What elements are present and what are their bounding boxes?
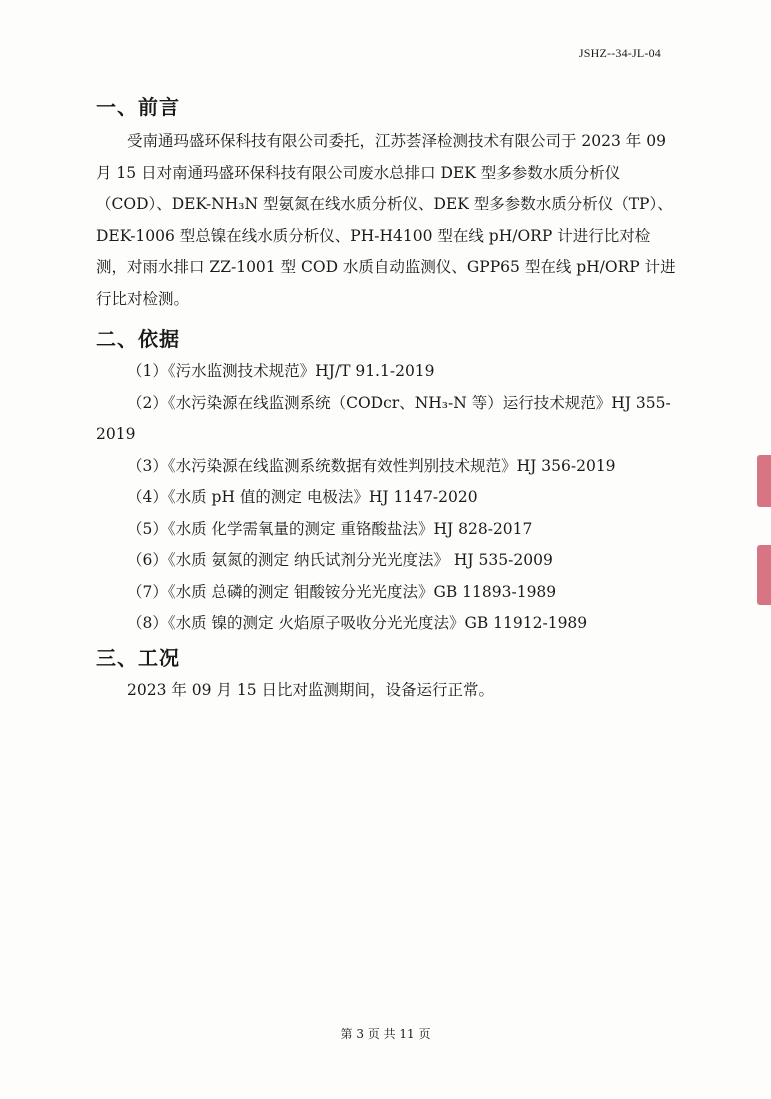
seal-stamp-fragment [757, 545, 771, 605]
reference-item: （8）《水质 镍的测定 火焰原子吸收分光光度法》GB 11912-1989 [127, 614, 588, 632]
reference-item: （4）《水质 pH 值的测定 电极法》HJ 1147-2020 [127, 488, 478, 506]
reference-item: （1）《污水监测技术规范》HJ/T 91.1-2019 [127, 362, 435, 380]
reference-item: （5）《水质 化学需氧量的测定 重铬酸盐法》HJ 828-2017 [127, 519, 533, 538]
reference-item: （3）《水污染源在线监测系统数据有效性判别技术规范》HJ 356-2019 [127, 456, 616, 475]
reference-item: （2）《水污染源在线监测系统（CODcr、NH₃-N 等）运行技术规范》HJ 355-2019 [96, 393, 671, 443]
section-heading-foreword: 一、前言 [96, 95, 180, 119]
reference-item: （7）《水质 总磷的测定 钼酸铵分光光度法》GB 11893-1989 [127, 582, 557, 601]
conditions-text: 2023 年 09 月 15 日比对监测期间，设备运行正常。 [127, 681, 495, 699]
document-code: JSHZ--34-JL-04 [578, 46, 661, 60]
reference-list [96, 356, 676, 640]
seal-stamp-fragment [757, 455, 771, 507]
page-footer: 第 3 页 共 11 页 [340, 1027, 431, 1041]
foreword-paragraph: 受南通玛盛环保科技有限公司委托，江苏荟泽检测技术有限公司于 2023 年 09 月 15 日对南通玛盛环保科技有限公司废水总排口 DEK 型多参数水质分析仪（COD）、DEK-NH₃N 型氨氮在线水质分析仪、DEK 型多参数水质分析仪（TP）、DEK-1006 型总镍在线水质分析仪、PH-H4100 型在线 pH/ORP 计进行比对检测，对雨水排口 ZZ-1001 型 COD 水质自动监测仪、GPP65 型在线 pH/ORP 计进行比对检测。 [96, 132, 676, 308]
section-heading-basis: 二、依据 [96, 327, 180, 351]
section-heading-conditions: 三、工况 [96, 646, 180, 670]
reference-item: （6）《水质 氨氮的测定 纳氏试剂分光光度法》 HJ 535-2009 [127, 551, 553, 569]
